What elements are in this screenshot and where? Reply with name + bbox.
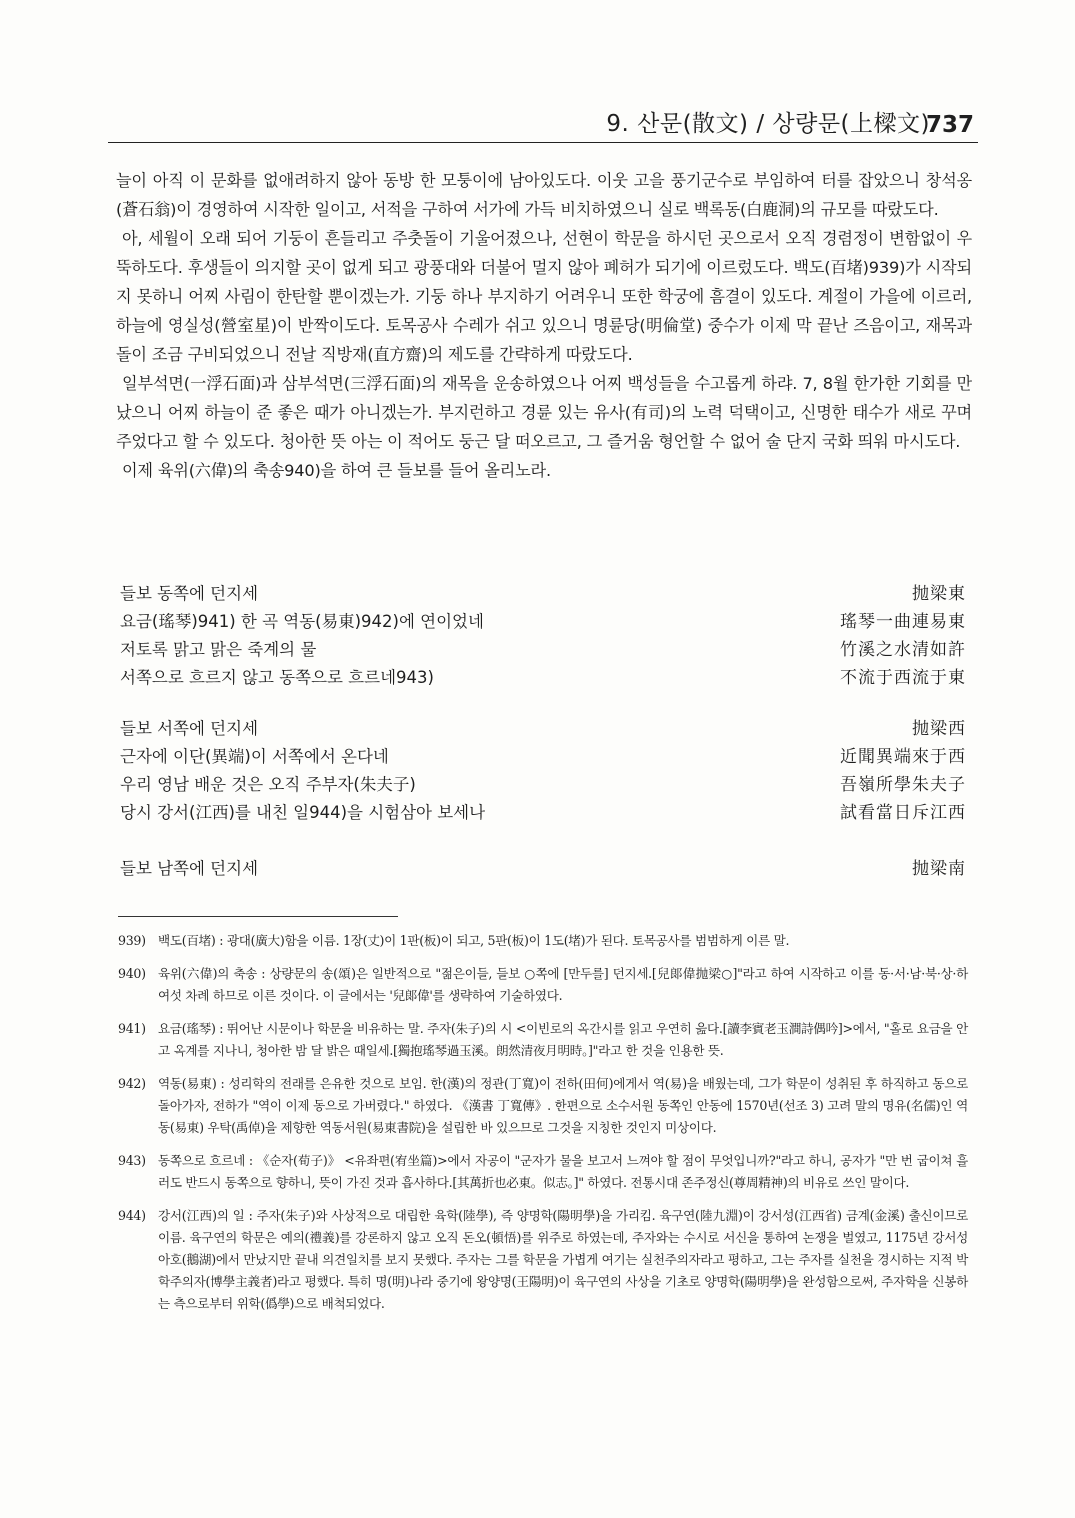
poem-hanja: 抛梁西 bbox=[912, 719, 966, 739]
poem-korean: 근자에 이단(異端)이 서쪽에서 온다네 bbox=[120, 747, 389, 766]
footnote-number: 944) bbox=[118, 1208, 146, 1223]
footnote-text: 역동(易東) : 성리학의 전래를 은유한 것으로 보임. 한(漢)의 정관(丁寬)이 전하(田何)에게서 역(易)을 배웠는데, 그가 학문이 성취된 후 하직하고 동으로 돌아가자, 전하가 "역이 이제 동으로 가버렸다." 하였다. 《漢書 丁寬傳》. 한편으로 소수서원 동쪽인 안동에 1570년(선조 3) 고려 말의 명유(名儒)인 역동(易東) 우탁(禹倬)을 제향한 역동서원(易東書院)을 설립한 바 있으므로 그것을 지칭한 것인지 미상이다. bbox=[158, 1076, 968, 1135]
poem-korean: 들보 서쪽에 던지세 bbox=[120, 719, 259, 738]
poem-korean: 들보 동쪽에 던지세 bbox=[120, 584, 259, 603]
running-header bbox=[108, 108, 978, 143]
footnote-number: 940) bbox=[118, 966, 146, 981]
footnote-text: 육위(六偉)의 축송 : 상량문의 송(頌)은 일반적으로 "젊은이들, 들보 ○쪽에 [만두를] 던지세.[兒郞偉抛梁○]"라고 하여 시작하고 이를 동·서·남·북·상·하 여섯 차례 하므로 이른 것이다. 이 글에서는 '兒郞偉'를 생략하여 기술하였다. bbox=[158, 966, 968, 1003]
poem-korean: 들보 남쪽에 던지세 bbox=[120, 859, 259, 878]
footnote-text: 강서(江西)의 일 : 주자(朱子)와 사상적으로 대립한 육학(陸學), 즉 양명학(陽明學)을 가리킴. 육구연(陸九淵)이 강서성(江西省) 금계(金溪) 출신이므로 이름. 육구연의 학문은 예의(禮義)를 강론하지 않고 오직 돈오(頓悟)를 위주로 하였는데, 주자와는 수시로 서신을 통하여 논쟁을 벌였고, 1175년 강서성 아호(鵝湖)에서 만났지만 끝내 의견일치를 보지 못했다. 주자는 그를 학문을 가볍게 여기는 실천주의자라고 평하고, 그는 주자를 실천을 경시하는 지적 박학주의자(博學主義者)라고 평했다. 특히 명(明)나라 중기에 왕양명(王陽明)이 육구연의 사상을 기초로 양명학(陽明學)을 완성함으로써, 주자학을 신봉하는 측으로부터 위학(僞學)으로 배척되었다. bbox=[158, 1208, 968, 1311]
paragraph: 이제 육위(六偉)의 축송940)을 하여 큰 들보를 들어 올리노라. bbox=[122, 461, 551, 480]
footnote bbox=[118, 1018, 968, 1062]
body-text bbox=[116, 166, 972, 485]
footnote-number: 943) bbox=[118, 1153, 146, 1168]
poem-line bbox=[120, 771, 966, 799]
poem-line bbox=[120, 855, 966, 883]
footnote bbox=[118, 1150, 968, 1194]
chapter-title: 9. 산문(散文) / 상량문(上樑文) bbox=[606, 111, 930, 137]
footnote bbox=[118, 1073, 968, 1139]
poem-korean: 우리 영남 배운 것은 오직 주부자(朱夫子) bbox=[120, 775, 416, 794]
footnote-number: 941) bbox=[118, 1021, 146, 1036]
poem-line bbox=[120, 608, 966, 636]
poem-hanja: 瑤琴一曲連易東 bbox=[840, 612, 966, 632]
page-number: 737 bbox=[925, 112, 974, 138]
footnote bbox=[118, 963, 968, 1007]
poem-line bbox=[120, 799, 966, 827]
poem-hanja: 抛梁南 bbox=[912, 859, 966, 879]
footnote-number: 939) bbox=[118, 933, 146, 948]
poem-line bbox=[120, 664, 966, 692]
poem-hanja: 竹溪之水清如許 bbox=[840, 640, 966, 660]
paragraph: 늘이 아직 이 문화를 없애려하지 않아 동방 한 모퉁이에 남아있도다. 이웃 고을 풍기군수로 부임하여 터를 잡았으니 창석옹(蒼石翁)이 경영하여 시작한 일이고, 서적을 구하여 서가에 가득 비치하였으니 실로 백록동(白鹿洞)의 규모를 따랐도다. bbox=[116, 171, 972, 219]
poem-line bbox=[120, 580, 966, 608]
footnote bbox=[118, 1205, 968, 1315]
poem-hanja: 近聞異端來于西 bbox=[840, 747, 966, 767]
footnote-divider bbox=[118, 916, 398, 917]
poem-hanja: 不流于西流于東 bbox=[840, 668, 966, 688]
poem-line bbox=[120, 636, 966, 664]
paragraph: 일부석면(一浮石面)과 삼부석면(三浮石面)의 재목을 운송하였으나 어찌 백성들을 수고롭게 하랴. 7, 8월 한가한 기회를 만났으니 어찌 하늘이 준 좋은 때가 아니겠는가. 부지런하고 경륜 있는 유사(有司)의 노력 덕택이고, 신명한 태수가 새로 꾸며주었다고 할 수 있도다. 청아한 뜻 아는 이 적어도 둥근 달 떠오르고, 그 즐거움 형언할 수 없어 술 단지 국화 띄워 마시도다. bbox=[116, 374, 972, 451]
poem-stanza-west bbox=[120, 715, 966, 827]
poem-stanza-east bbox=[120, 580, 966, 692]
poem-hanja: 抛梁東 bbox=[912, 584, 966, 604]
footnote-number: 942) bbox=[118, 1076, 146, 1091]
poem-hanja: 試看當日斥江西 bbox=[840, 803, 966, 823]
poem-line bbox=[120, 715, 966, 743]
poem-korean: 저토록 맑고 맑은 죽계의 물 bbox=[120, 640, 317, 659]
poem-hanja: 吾嶺所學朱夫子 bbox=[840, 775, 966, 795]
footnote-text: 동쪽으로 흐르네 : 《순자(荀子)》 <유좌편(宥坐篇)>에서 자공이 "군자가 물을 보고서 느껴야 할 점이 무엇입니까?"라고 하니, 공자가 "만 번 굽이쳐 흘러도 반드시 동쪽으로 향하니, 뜻이 가진 것과 흡사하다.[其萬折也必東。似志。]" 하였다. 전통시대 존주정신(尊周精神)의 비유로 쓰인 말이다. bbox=[158, 1153, 968, 1190]
poem-korean: 서쪽으로 흐르지 않고 동쪽으로 흐르네943) bbox=[120, 668, 434, 687]
footnotes bbox=[118, 930, 968, 1326]
poem-korean: 당시 강서(江西)를 내친 일944)을 시험삼아 보세나 bbox=[120, 803, 486, 822]
poem-stanza-south bbox=[120, 855, 966, 883]
paragraph: 아, 세월이 오래 되어 기둥이 흔들리고 주춧돌이 기울어졌으나, 선현이 학문을 하시던 곳으로서 오직 경렴정이 변함없이 우뚝하도다. 후생들이 의지할 곳이 없게 되고 광풍대와 더불어 멀지 않아 폐허가 되기에 이르렀도다. 백도(百堵)939)가 시작되지 못하니 어찌 사림이 한탄할 뿐이겠는가. 기둥 하나 부지하기 어려우니 또한 학궁에 흠결이 있도다. 계절이 가을에 이르러, 하늘에 영실성(營室星)이 반짝이도다. 토목공사 수레가 쉬고 있으니 명륜당(明倫堂) 중수가 이제 막 끝난 즈음이고, 재목과 돌이 조금 구비되었으니 전날 직방재(直方齋)의 제도를 간략하게 따랐도다. bbox=[116, 229, 972, 364]
poem-korean: 요금(瑤琴)941) 한 곡 역동(易東)942)에 연이었네 bbox=[120, 612, 484, 631]
footnote-text: 요금(瑤琴) : 뛰어난 시문이나 학문을 비유하는 말. 주자(朱子)의 시 <이빈로의 옥간시를 읽고 우연히 읊다.[讀李賓老玉澗詩偶吟]>에서, "홀로 요금을 안고 옥계를 지나니, 청아한 밤 달 밝은 때일세.[獨抱瑤琴過玉溪。朗然清夜月明時。]"라고 한 것을 인용한 뜻. bbox=[158, 1021, 968, 1058]
poem-line bbox=[120, 743, 966, 771]
footnote-text: 백도(百堵) : 광대(廣大)함을 이름. 1장(丈)이 1판(板)이 되고, 5판(板)이 1도(堵)가 된다. 토목공사를 범범하게 이른 말. bbox=[158, 933, 790, 948]
footnote bbox=[118, 930, 968, 952]
